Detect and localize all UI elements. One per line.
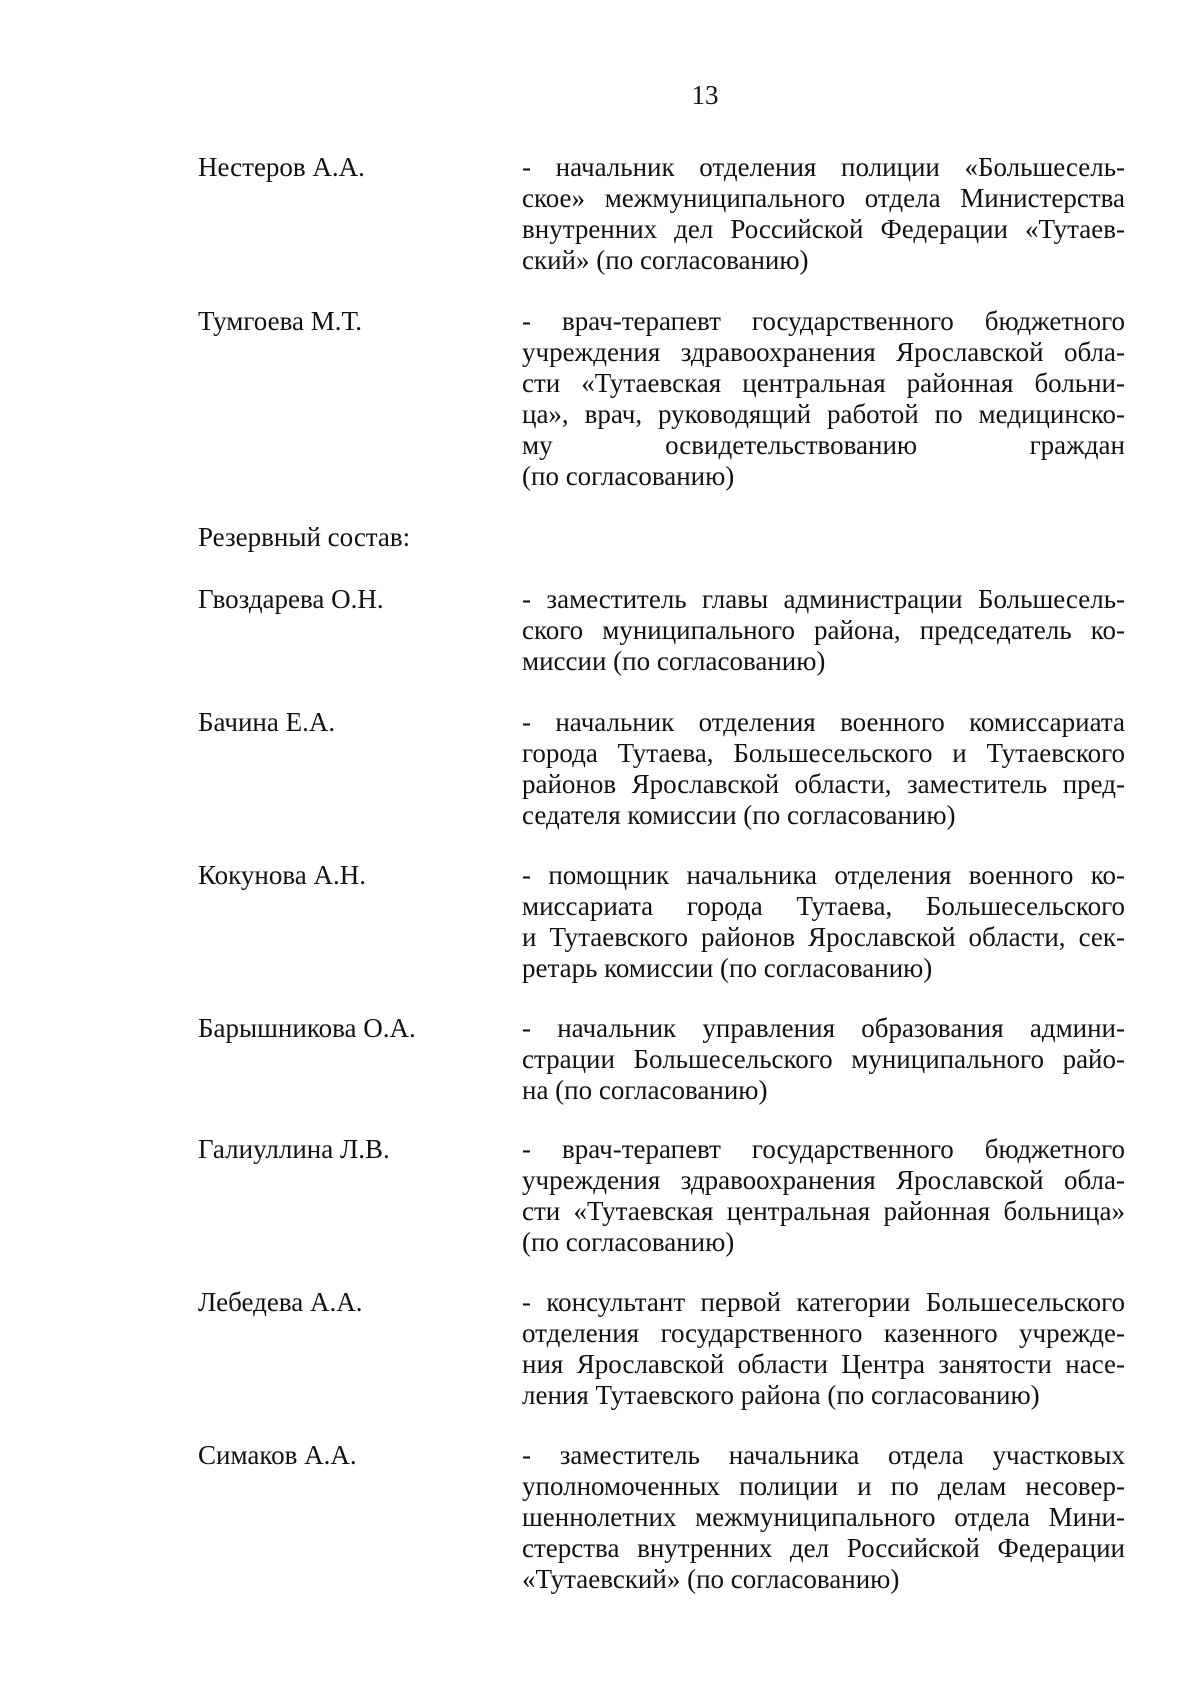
member-name: Барышникова О.А.	[198, 1013, 416, 1043]
description-line: ца», врач, руководящий работой по медицинско-	[522, 399, 1125, 429]
description-line: и Тутаевского районов Ярославской области, сек-	[522, 922, 1125, 952]
description-line: города Тутаева, Большесельского и Тутаевского	[522, 738, 1125, 768]
member-description	[522, 1287, 1125, 1411]
description-line: районов Ярославской области, заместитель пред-	[522, 769, 1125, 799]
member-description	[522, 584, 1125, 677]
description-line: ления Тутаевского района (по согласованию)	[522, 1380, 1040, 1410]
member-description	[522, 152, 1125, 276]
description-line: - заместитель начальника отдела участковых	[522, 1440, 1125, 1470]
description-line: учреждения здравоохранения Ярославской обла-	[522, 337, 1125, 367]
member-description	[522, 306, 1125, 492]
description-line: стерства внутренних дел Российской Федерации	[522, 1533, 1125, 1563]
description-line: ретарь комиссии (по согласованию)	[522, 953, 933, 983]
description-line: ского муниципального района, председатель ко-	[522, 615, 1125, 645]
description-line: - врач-терапевт государственного бюджетного	[522, 1134, 1125, 1164]
description-line: - консультант первой категории Большесельского	[522, 1287, 1125, 1317]
description-line: - заместитель главы администрации Большесель-	[522, 584, 1125, 614]
member-name: Галиуллина Л.В.	[198, 1134, 390, 1164]
description-line: сти «Тутаевская центральная районная больни-	[522, 368, 1125, 398]
description-line: ское» межмуниципального отдела Министерства	[522, 183, 1125, 213]
member-description	[522, 1440, 1125, 1595]
description-line: уполномоченных полиции и по делам несовер-	[522, 1471, 1125, 1501]
description-line: миссии (по согласованию)	[522, 646, 826, 676]
description-line: седателя комиссии (по согласованию)	[522, 800, 956, 830]
description-line: учреждения здравоохранения Ярославской обла-	[522, 1165, 1125, 1195]
description-line: отделения государственного казенного учрежде-	[522, 1318, 1125, 1348]
description-line: - врач-терапевт государственного бюджетного	[522, 306, 1125, 336]
member-name: Тумгоева М.Т.	[198, 306, 363, 336]
member-name: Лебедева А.А.	[198, 1287, 363, 1317]
description-line: на (по согласованию)	[522, 1075, 768, 1105]
member-name: Симаков А.А.	[198, 1440, 357, 1470]
description-line: (по согласованию)	[522, 461, 735, 491]
member-description	[522, 707, 1125, 831]
member-description	[522, 860, 1125, 984]
member-description	[522, 1013, 1125, 1106]
member-name: Бачина Е.А.	[198, 707, 336, 737]
description-line: внутренних дел Российской Федерации «Тутаев-	[522, 214, 1125, 244]
description-line: миссариата города Тутаева, Большесельского	[522, 891, 1125, 921]
member-description	[522, 1134, 1125, 1258]
member-name: Нестеров А.А.	[198, 152, 365, 182]
description-line: ский» (по согласованию)	[522, 245, 809, 275]
description-line: - начальник отделения военного комиссариата	[522, 707, 1125, 737]
member-name: Гвоздарева О.Н.	[198, 584, 384, 614]
description-line: му освидетельствованию граждан	[522, 430, 1125, 460]
description-line: шеннолетних межмуниципального отдела Мини-	[522, 1502, 1125, 1532]
description-line: «Тутаевский» (по согласованию)	[522, 1564, 900, 1594]
page-number: 13	[691, 80, 719, 110]
description-line: сти «Тутаевская центральная районная больница»	[522, 1196, 1125, 1226]
description-line: (по согласованию)	[522, 1227, 735, 1257]
description-line: ния Ярославской области Центра занятости насе-	[522, 1349, 1125, 1379]
description-line: - начальник отделения полиции «Большесель-	[522, 152, 1125, 182]
member-name: Кокунова А.Н.	[198, 860, 366, 890]
description-line: страции Большесельского муниципального райо-	[522, 1044, 1125, 1074]
reserve-heading: Резервный состав:	[198, 522, 411, 552]
description-line: - помощник начальника отделения военного ко-	[522, 860, 1125, 890]
description-line: - начальник управления образования админи-	[522, 1013, 1125, 1043]
